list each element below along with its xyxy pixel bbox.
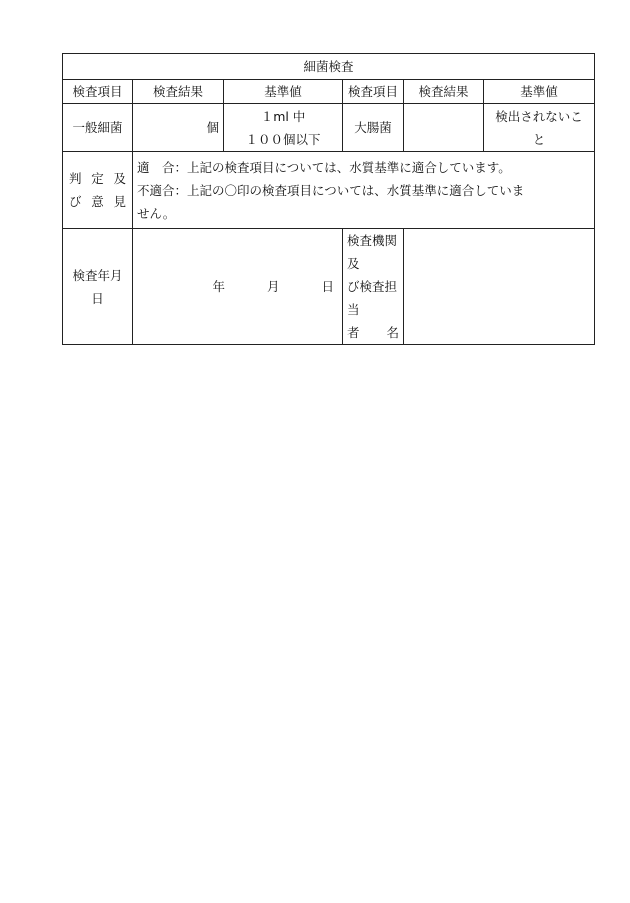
inspection-date-field[interactable] bbox=[133, 229, 343, 345]
judgement-label bbox=[63, 152, 133, 229]
inspector-label-line2: び検査担当 bbox=[347, 279, 398, 317]
date-year: 年 bbox=[212, 279, 225, 294]
table-title: 細菌検査 bbox=[63, 54, 595, 80]
title-row bbox=[63, 54, 595, 80]
header-standard-1: 基準値 bbox=[224, 80, 343, 104]
item-row bbox=[63, 104, 595, 152]
general-bacteria-item: 一般細菌 bbox=[63, 104, 133, 152]
bacteria-inspection-table bbox=[62, 53, 595, 345]
judgement-label-line2 bbox=[69, 190, 126, 213]
coliform-result-field[interactable] bbox=[404, 104, 484, 152]
judgement-label-char: 見 bbox=[113, 194, 126, 209]
coliform-standard-line2: と bbox=[532, 131, 546, 147]
judgement-label-char: び bbox=[69, 194, 82, 209]
date-day: 日 bbox=[321, 279, 334, 294]
header-item-1: 検査項目 bbox=[63, 80, 133, 104]
fail-remark-line2: せん。 bbox=[137, 205, 176, 221]
judgement-label-char: 判 bbox=[69, 171, 82, 186]
header-standard-2: 基準値 bbox=[484, 80, 595, 104]
inspection-date-label-line1: 検査年月 bbox=[72, 267, 123, 283]
judgement-remarks bbox=[133, 152, 595, 229]
general-bacteria-result-field[interactable] bbox=[133, 104, 224, 152]
inspection-date-label bbox=[63, 229, 133, 345]
date-month: 月 bbox=[266, 279, 280, 294]
coliform-item: 大腸菌 bbox=[343, 104, 404, 152]
date-row bbox=[63, 229, 595, 345]
judgement-label-char: 及 bbox=[113, 171, 126, 186]
coliform-standard bbox=[484, 104, 595, 152]
inspector-label-char: 名 bbox=[386, 325, 399, 340]
general-bacteria-standard-line2: １００個以下 bbox=[245, 131, 321, 147]
inspector-name-field[interactable] bbox=[404, 229, 595, 345]
inspection-date-label-line2: 日 bbox=[91, 290, 104, 306]
header-result-1: 検査結果 bbox=[133, 80, 224, 104]
inspection-sheet bbox=[62, 53, 594, 345]
judgement-row bbox=[63, 152, 595, 229]
coliform-standard-line1: 検出されないこ bbox=[495, 108, 583, 124]
judgement-label-char: 定 bbox=[91, 171, 104, 186]
fail-remark-line1: 不適合：上記の〇印の検査項目については、水質基準に適合していま bbox=[137, 182, 525, 198]
general-bacteria-standard-line1: １ml 中 bbox=[260, 108, 306, 124]
general-bacteria-standard bbox=[224, 104, 343, 152]
general-bacteria-unit: 個 bbox=[206, 120, 219, 135]
inspector-label-char: 者 bbox=[347, 325, 360, 340]
judgement-label-line1 bbox=[69, 167, 126, 190]
header-item-2: 検査項目 bbox=[343, 80, 404, 104]
inspector-label bbox=[343, 229, 404, 345]
inspector-label-line3 bbox=[347, 321, 399, 344]
judgement-label-char: 意 bbox=[91, 194, 104, 209]
header-result-2: 検査結果 bbox=[404, 80, 484, 104]
pass-remark: 適 合：上記の検査項目については、水質基準に適合しています。 bbox=[137, 159, 511, 175]
inspector-label-line1: 検査機関及 bbox=[347, 233, 398, 271]
header-row bbox=[63, 80, 595, 104]
